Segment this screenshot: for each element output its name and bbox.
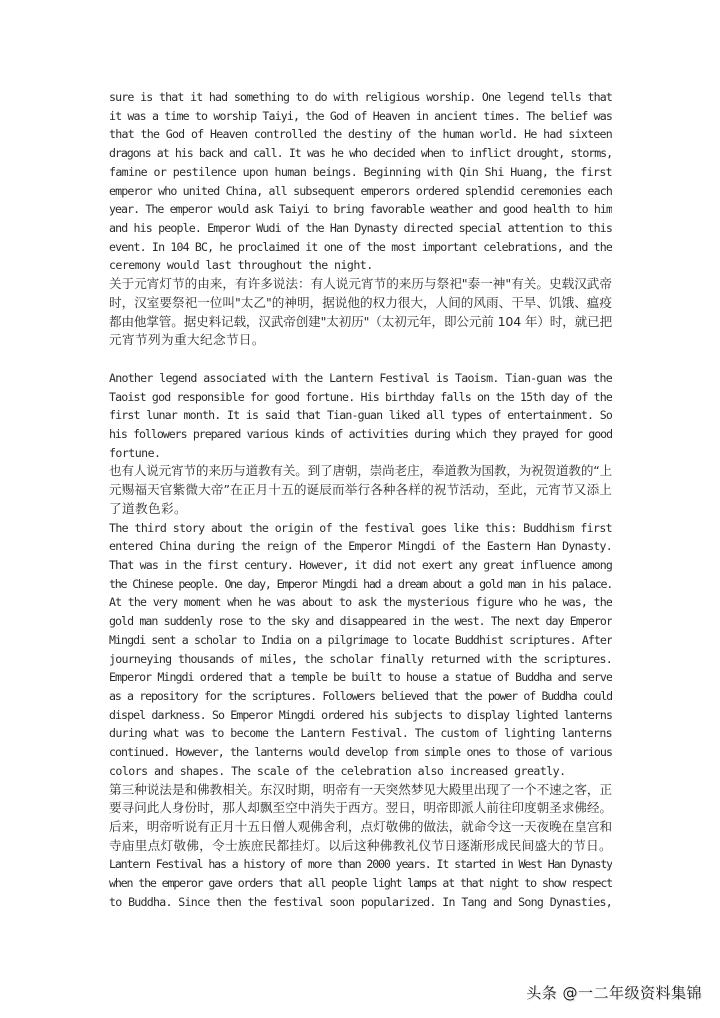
text-line: gold man suddenly rose to the sky and disappeared in the west. The next day Emperor: [109, 614, 612, 629]
text-line: That was in the first century. However, it did not exert any great influence among: [109, 557, 612, 572]
text-line: sure is that it had something to do with religious worship. One legend tells that: [109, 90, 612, 104]
text-line: 也有人说元宵节的来历与道教有关。到了唐朝，崇尚老庄，奉道教为国教，为祝贺道教的“上: [109, 463, 612, 479]
text-line: famine or pestilence upon human beings. Beginning with Qin Shi Huang, the first: [109, 164, 612, 179]
text-line: ceremony would last throughout the night.: [109, 258, 373, 273]
blank-line: [109, 350, 612, 369]
text-line: Emperor Mingdi ordered that a temple be built to house a statue of Buddha and serve: [109, 670, 612, 685]
text-line: journeying thousands of miles, the scholar finally returned with the scriptures.: [109, 651, 612, 666]
text-line: during what was to become the Lantern Festival. The custom of lighting lanterns: [109, 726, 612, 741]
text-line: entered China during the reign of the Emperor Mingdi of the Eastern Han Dynasty.: [109, 539, 612, 554]
text-line: 都由他掌管。据史料记载，汉武帝创建"太初历"（太初元年，即公元前 104 年）时，就已把: [109, 313, 612, 329]
text-line: and his people. Emperor Wudi of the Han Dynasty directed special attention to this: [109, 221, 612, 236]
text-line: the Chinese people. One day, Emperor Mingdi had a dream about a gold man in his palace.: [109, 576, 612, 591]
paragraph-en-2: [109, 369, 612, 463]
paragraph-en-4: [109, 855, 612, 911]
text-line: colors and shapes. The scale of the celebration also increased greatly.: [109, 763, 566, 778]
watermark: 头条 @一二年级资料集锦: [526, 984, 702, 1002]
text-line: dispel darkness. So Emperor Mingdi ordered his subjects to display lighted lanterns: [109, 707, 612, 722]
paragraph-zh-1: [109, 275, 612, 350]
text-line: to Buddha. Since then the festival soon popularized. In Tang and Song Dynasties,: [109, 894, 612, 909]
text-line: continued. However, the lanterns would develop from simple ones to those of various: [109, 745, 612, 760]
text-line: 后来，明帝听说有正月十五日僧人观佛舍利，点灯敬佛的做法，就命令这一天夜晚在皇宫和: [109, 819, 612, 835]
text-line: dragons at his back and call. It was he who decided when to inflict drought, storms,: [109, 146, 612, 161]
text-line: year. The emperor would ask Taiyi to bring favorable weather and good health to him: [109, 202, 612, 217]
text-line: emperor who united China, all subsequent emperors ordered splendid ceremonies each: [109, 183, 612, 198]
text-line: 寺庙里点灯敬佛，令士族庶民都挂灯。以后这种佛教礼仪节日逐渐形成民间盛大的节日。: [109, 837, 612, 853]
text-line: fortune.: [109, 445, 161, 460]
text-line: 要寻问此人身份时，那人却飘至空中消失于西方。翌日，明帝即派人前往印度朝圣求佛经。: [109, 800, 612, 816]
paragraph-en-1: [109, 88, 612, 275]
text-line: 第三种说法是和佛教相关。东汉时期，明帝有一天突然梦见大殿里出现了一个不速之客，正: [109, 781, 612, 797]
document-body: [109, 88, 612, 912]
text-line: it was a time to worship Taiyi, the God of Heaven in ancient times. The belief was: [109, 108, 612, 123]
text-line: Lantern Festival has a history of more than 2000 years. It started in West Han Dynasty: [109, 857, 612, 872]
text-line: The third story about the origin of the festival goes like this: Buddhism first: [109, 520, 612, 535]
text-line: Taoist god responsible for good fortune. His birthday falls on the 15th day of the: [109, 389, 612, 404]
paragraph-zh-2: [109, 462, 612, 518]
text-line: 关于元宵灯节的由来，有许多说法：有人说元宵节的来历与祭祀"泰一神"有关。史载汉武帝: [109, 276, 612, 292]
text-line: Another legend associated with the Lantern Festival is Taoism. Tian-guan was the: [109, 370, 612, 385]
paragraph-zh-3: [109, 781, 612, 856]
text-line: first lunar month. It is said that Tian-guan liked all types of entertainment. So: [109, 408, 612, 423]
text-line: 元赐福天官紫微大帝”在正月十五的诞辰而举行各种各样的祝节活动，至此，元宵节又添上: [109, 482, 612, 498]
text-line: Mingdi sent a scholar to India on a pilgrimage to locate Buddhist scriptures. After: [109, 632, 612, 647]
text-line: as a repository for the scriptures. Followers believed that the power of Buddha could: [109, 689, 612, 703]
text-line: event. In 104 BC, he proclaimed it one of the most important celebrations, and the: [109, 239, 612, 254]
text-line: 元宵节列为重大纪念节日。: [109, 332, 265, 348]
text-line: when the emperor gave orders that all people light lamps at that night to show respect: [109, 876, 612, 891]
text-line: his followers prepared various kinds of activities during which they prayed for good: [109, 426, 612, 441]
text-line: At the very moment when he was about to ask the mysterious figure who he was, the: [109, 595, 612, 610]
paragraph-en-3: [109, 519, 612, 781]
text-line: 了道教色彩。: [109, 500, 187, 516]
text-line: 时，汉室要祭祀一位叫"太乙"的神明，据说他的权力很大，人间的风雨、干旱、饥饿、瘟疫: [109, 294, 612, 310]
text-line: that the God of Heaven controlled the destiny of the human world. He had sixteen: [109, 127, 612, 142]
